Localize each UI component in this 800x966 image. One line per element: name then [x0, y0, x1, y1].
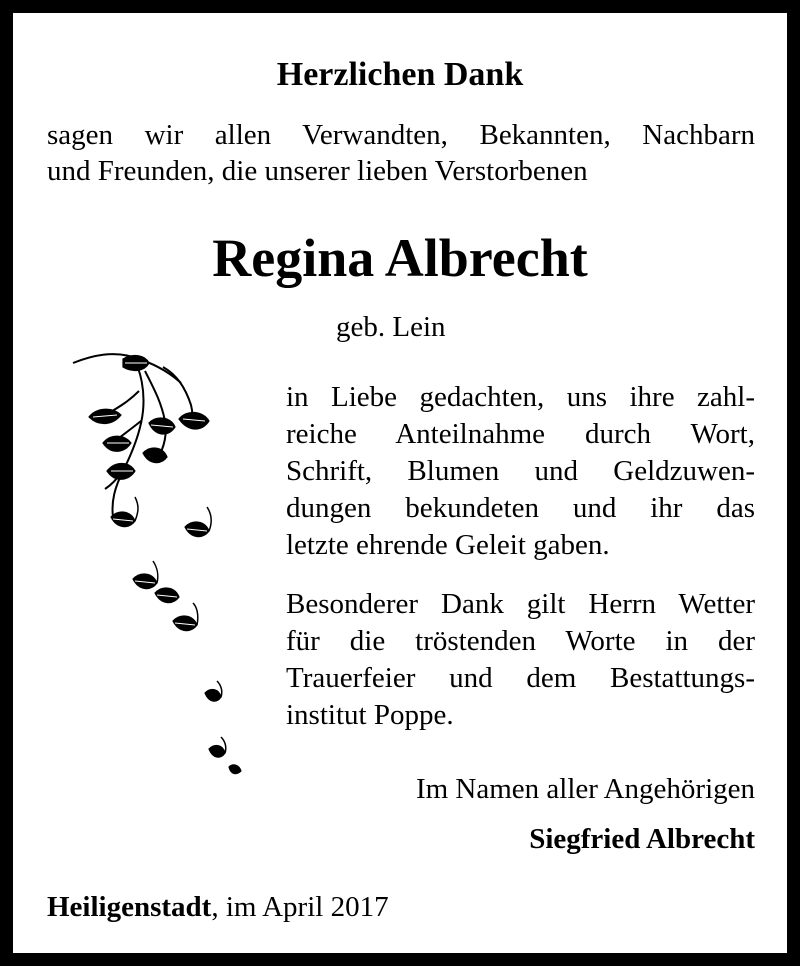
place-and-date	[47, 889, 389, 926]
notice-heading: Herzlichen Dank	[276, 56, 524, 93]
intro-line-1: sagen wir allen Verwandten, Bekannten, Nachbarn	[47, 119, 755, 151]
paragraph-line: institut Poppe.	[286, 699, 454, 731]
paragraph-line: Trauerfeier und dem Bestattungs-	[286, 662, 755, 694]
special-thanks-paragraph	[286, 586, 755, 734]
paragraph-line: für die tröstenden Worte in der	[286, 625, 755, 657]
paragraph-line: in Liebe gedachten, uns ihre zahl-	[286, 381, 755, 413]
paragraph-line: dungen bekundeten und ihr das	[286, 492, 755, 524]
falling-leaves-icon	[53, 331, 253, 791]
paragraph-line: Schrift, Blumen und Geldzuwen-	[286, 455, 755, 487]
gratitude-paragraph	[286, 379, 755, 564]
date-text: , im April 2017	[211, 891, 389, 923]
deceased-name: Regina Albrecht	[212, 228, 588, 288]
intro-line-2: und Freunden, die unserer lieben Verstorbenen	[47, 155, 588, 187]
paragraph-line: letzte ehrende Geleit gaben.	[286, 529, 610, 561]
signature-name: Siegfried Albrecht	[529, 823, 755, 855]
paragraph-line: reiche Anteilnahme durch Wort,	[286, 418, 755, 450]
paragraph-line: Besonderer Dank gilt Herrn Wetter	[286, 588, 755, 620]
signature-line: Im Namen aller Angehörigen	[415, 773, 755, 805]
place-name: Heiligenstadt	[47, 891, 212, 923]
maiden-name: geb. Lein	[336, 311, 446, 343]
